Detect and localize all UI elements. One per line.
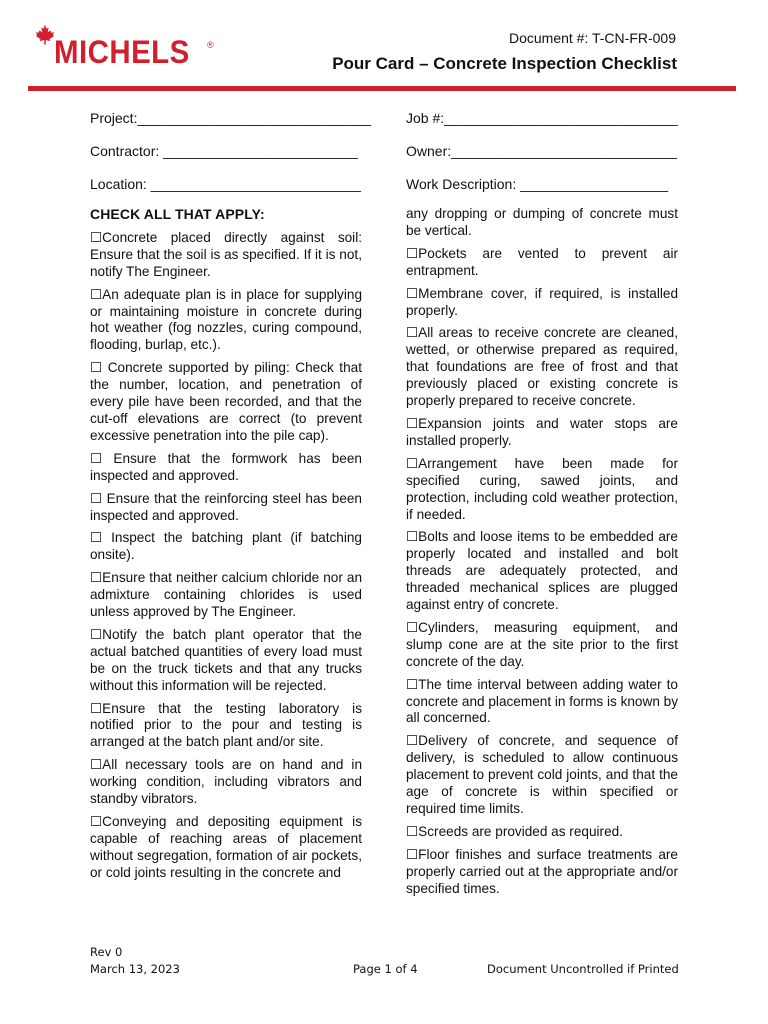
document-title: Pour Card – Concrete Inspection Checklist: [332, 54, 677, 73]
checklist-item[interactable]: ☐Cylinders, measuring equipment, and slump cone are at the site prior to the first concrete of the day.: [406, 619, 678, 669]
checklist-item[interactable]: ☐Bolts and loose items to be embedded are properly located and installed and bolt threads are adequately protected, and threaded mechanical splices are plugged against entry of concrete.: [406, 529, 678, 613]
checklist-item[interactable]: ☐Concrete placed directly against soil: Ensure that the soil is as specified. If it is not, notify The Engineer.: [90, 229, 362, 279]
job-number-field[interactable]: Job #:______________________________: [406, 110, 678, 126]
registered-mark: ®: [207, 40, 214, 50]
logo-wordmark: MICHELS: [54, 34, 190, 70]
checklist-item[interactable]: ☐Notify the batch plant operator that the actual batched quantities of every load must be on the truck tickets and that any trucks without this information will be rejected.: [90, 626, 362, 693]
checklist-item-continuation: any dropping or dumping of concrete must be vertical.: [406, 206, 678, 238]
checklist-item[interactable]: ☐The time interval between adding water to concrete and placement in forms is known by all concerned.: [406, 676, 679, 726]
checklist-item[interactable]: ☐ Ensure that the formwork has been inspected and approved.: [90, 450, 362, 483]
contractor-field[interactable]: Contractor: _________________________: [90, 143, 358, 159]
checklist-item[interactable]: ☐Floor finishes and surface treatments are properly carried out at the appropriate and/or specified times.: [406, 846, 678, 896]
checklist-item[interactable]: ☐All areas to receive concrete are cleaned, wetted, or otherwise prepared as required, that foundations are free of frost and that previously placed or existing concrete is properly prepared to receive concrete.: [406, 325, 678, 409]
page-number: Page 1 of 4: [353, 962, 418, 976]
checklist-right-column: [406, 206, 678, 904]
company-logo: [34, 24, 219, 74]
document-number: Document #: T-CN-FR-009: [508, 30, 676, 46]
checklist-item[interactable]: ☐Pockets are vented to prevent air entrapment.: [406, 245, 678, 278]
header-divider: [28, 86, 736, 91]
checklist-heading: CHECK ALL THAT APPLY:: [90, 206, 265, 222]
checklist-item[interactable]: ☐Ensure that neither calcium chloride nor an admixture containing chlorides is used unless approved by The Engineer.: [90, 570, 362, 620]
checklist-item[interactable]: ☐Membrane cover, if required, is installed properly.: [406, 285, 678, 318]
checklist-item[interactable]: ☐All necessary tools are on hand and in working condition, including vibrators and standby vibrators.: [90, 757, 362, 807]
owner-field[interactable]: Owner:_____________________________: [406, 143, 677, 159]
project-field[interactable]: Project:______________________________: [90, 110, 372, 126]
work-description-field[interactable]: Work Description: ___________________: [406, 176, 669, 192]
checklist-item[interactable]: ☐Ensure that the testing laboratory is notified prior to the pour and testing is arranged at the batch plant and/or site.: [90, 700, 362, 750]
checklist-item[interactable]: ☐Expansion joints and water stops are installed properly.: [406, 415, 678, 448]
checklist-item[interactable]: ☐An adequate plan is in place for supplying or maintaining moisture in concrete during hot weather (fog nozzles, curing compound, flooding, burlap, etc.).: [90, 286, 362, 353]
uncontrolled-notice: Document Uncontrolled if Printed: [487, 962, 679, 976]
checklist-item[interactable]: ☐Screeds are provided as required.: [406, 823, 623, 839]
checklist-item[interactable]: ☐ Concrete supported by piling: Check that the number, location, and penetration of every pile have been recorded, and that the cut-off elevations are correct (to prevent excessive penetration into the pile cap).: [90, 360, 362, 443]
maple-leaf-icon: [34, 24, 56, 46]
location-field[interactable]: Location: ___________________________: [90, 176, 361, 192]
checklist-item[interactable]: ☐ Inspect the batching plant (if batching onsite).: [90, 530, 362, 563]
checklist-item[interactable]: ☐ Ensure that the reinforcing steel has been inspected and approved.: [90, 490, 362, 523]
checklist-item[interactable]: ☐Conveying and depositing equipment is capable of reaching areas of placement without segregation, formation of air pockets, or cold joints resulting in the concrete and: [90, 814, 362, 880]
checklist-left-column: [90, 206, 362, 888]
checklist-item[interactable]: ☐Delivery of concrete, and sequence of delivery, is scheduled to allow continuous placement to prevent cold joints, and that the age of concrete is within specified or required time limits.: [406, 733, 678, 816]
checklist-item[interactable]: ☐Arrangement have been made for specified curing, sawed joints, and protection, including cold weather protection, if needed.: [406, 455, 678, 522]
revision-date: March 13, 2023: [90, 962, 180, 976]
revision-label: Rev 0: [90, 945, 123, 959]
